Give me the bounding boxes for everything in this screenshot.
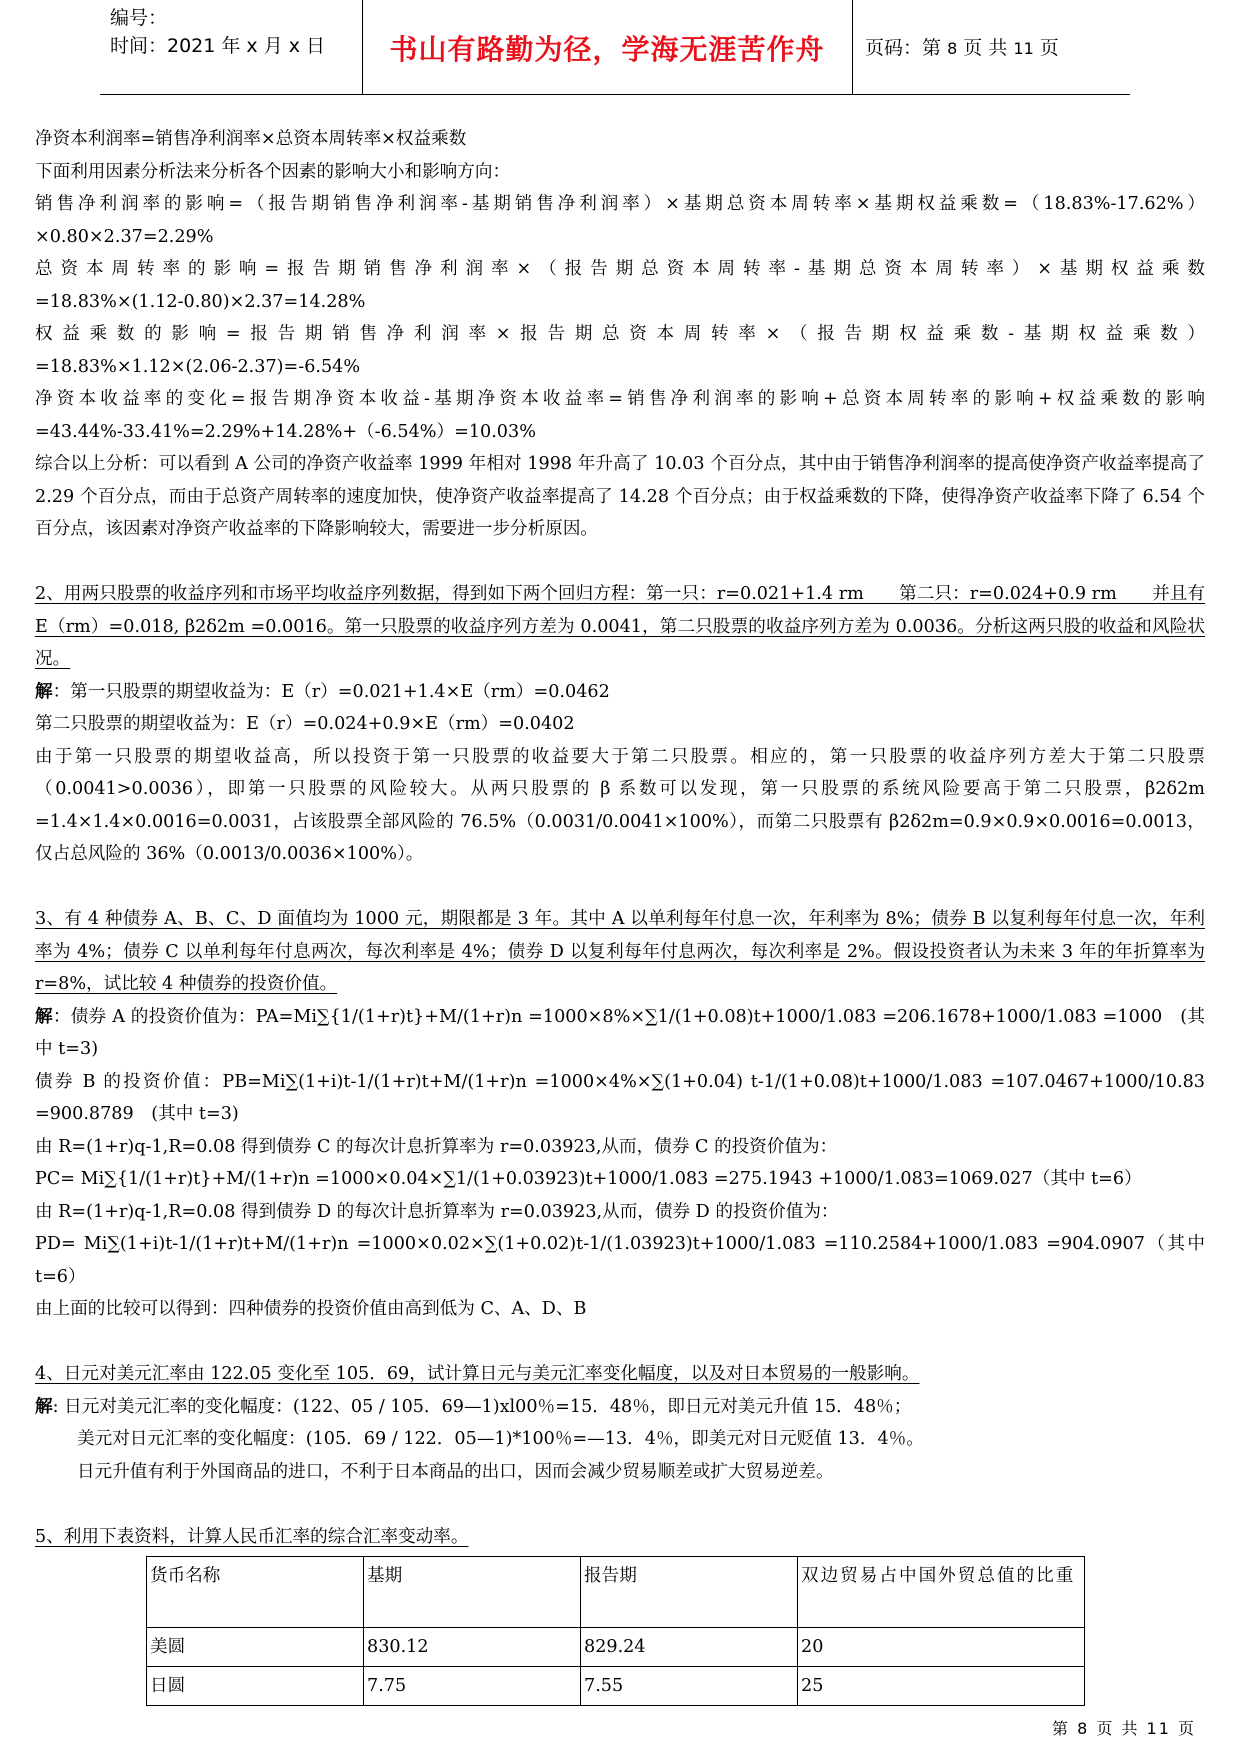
header-divider bbox=[852, 0, 853, 94]
exchange-rate-table bbox=[146, 1556, 1085, 1706]
question-2: 2、用两只股票的收益序列和市场平均收益序列数据，得到如下两个回归方程：第一只：r=0.021+1.4 rm 第二只：r=0.024+0.9 rm 并且有 E（rm）=0.018, β2δ2m =0.0016。第一只股票的收益序列方差为 0.0041，第二只股票的收益序列方差为 0.0036。分析这两只股的收益和风险状况。 bbox=[35, 584, 1205, 669]
header-page-indicator bbox=[865, 33, 1059, 60]
answer-label: 解 bbox=[35, 1005, 53, 1027]
table-header-row bbox=[147, 1557, 1085, 1628]
page-label: 页码：第 bbox=[865, 37, 942, 59]
answer-line: 由 R=(1+r)q-1,R=0.08 得到债券 C 的每次计息折算率为 r=0.03923,从而，债券 C 的投资价值为： bbox=[35, 1136, 838, 1157]
question-3: 3、有 4 种债券 A、B、C、D 面值均为 1000 元，期限都是 3 年。其中 A 以单利每年付息一次，年利率为 8%；债券 B 以复利每年付息一次，年利率为 4%；债券 C 以单利每年付息两次，每次利率是 4%；债券 D 以复利每年付息两次，每次利率是 2%。假设投资者认为未来 3 年的年折算率为 r=8%，试比较 4 种债券的投资价值。 bbox=[35, 909, 1205, 994]
paragraph: 净资本利润率=销售净利润率×总资本周转率×权益乘数 bbox=[35, 129, 467, 149]
answer-paragraph: 由于第一只股票的期望收益高，所以投资于第一只股票的收益要大于第二只股票。相应的，第一只股票的收益序列方差大于第二只股票（0.0041>0.0036），即第一只股票的风险较大。从两只股票的 β 系数可以发现，第一只股票的系统风险要高于第二只股票，β2δ2m =1.4×1.4×0.0016=0.0031，占该股票全部风险的 76.5%（0.0031/0.0041×100%），而第二只股票有 β2δ2m=0.9×0.9×0.0016=0.0013，仅占总风险的 36%（0.0013/0.0036×100%）。 bbox=[35, 746, 1205, 864]
document-time: 时间：2021 年 x 月 x 日 bbox=[110, 35, 326, 57]
answer-line: PD= Mi∑(1+i)t-1/(1+r)t+M/(1+r)n =1000×0.02×∑(1+0.02)t-1/(1.03923)t+1000/1.083 =110.2584+1000/1.083 =904.0907（其中 t=6） bbox=[35, 1234, 1205, 1287]
answer-label: 解 bbox=[35, 680, 53, 702]
paragraph: 权益乘数的影响=报告期销售净利润率×报告期总资本周转率×（报告期权益乘数-基期权益乘数） bbox=[35, 324, 1205, 344]
document-number-label: 编号： bbox=[110, 7, 168, 29]
question-4: 4、日元对美元汇率由 122.05 变化至 105．69，试计算日元与美元汇率变化幅度，以及对日本贸易的一般影响。 bbox=[35, 1364, 920, 1384]
paragraph: 销售净利润率的影响=（报告期销售净利润率-基期销售净利润率）×基期总资本周转率×基期权益乘数=（18.83%-17.62%） bbox=[35, 194, 1205, 214]
page-header bbox=[100, 0, 1130, 95]
paragraph: 综合以上分析：可以看到 A 公司的净资产收益率 1999 年相对 1998 年升高了 10.03 个百分点，其中由于销售净利润率的提高使净资产收益率提高了 2.29 个百分点，而由于总资产周转率的速度加快，使净资产收益率提高了 14.28 个百分点；由于权益乘数的下降，使得净资产收益率下降了 6.54 个百分点，该因素对净资产收益率的下降影响较大，需要进一步分析原因。 bbox=[35, 454, 1205, 539]
page-number: 8 bbox=[947, 39, 958, 58]
paragraph: 下面利用因素分析法来分析各个因素的影响大小和影响方向： bbox=[35, 161, 511, 182]
paragraph: 总资本周转率的影响=报告期销售净利润率×（报告期总资本周转率-基期总资本周转率）×基期权益乘数 bbox=[35, 259, 1205, 279]
page-total: 11 bbox=[1013, 39, 1034, 58]
answer-line: 由上面的比较可以得到：四种债券的投资价值由高到低为 C、A、D、B bbox=[35, 1299, 587, 1319]
page-mid-label: 页 共 bbox=[963, 37, 1008, 59]
paragraph: =43.44%-33.41%=2.29%+14.28%+（-6.54%）=10.03% bbox=[35, 421, 536, 442]
answer-line: 解：债券 A 的投资价值为：PA=Mi∑{1/(1+r)t}+M/(1+r)n =1000×8%×∑1/(1+0.08)t+1000/1.083 =206.1678+1000/1.083 =1000 (其中 t=3) bbox=[35, 1005, 1205, 1059]
header-meta bbox=[110, 4, 325, 60]
table-header-cell: 基期 bbox=[364, 1557, 581, 1628]
table-cell: 美圆 bbox=[147, 1628, 364, 1667]
table-cell: 20 bbox=[798, 1628, 1085, 1667]
table-cell: 830.12 bbox=[364, 1628, 581, 1667]
table-cell: 日圆 bbox=[147, 1667, 364, 1706]
answer-line: 债券 B 的投资价值：PB=Mi∑(1+i)t-1/(1+r)t+M/(1+r)n =1000×4%×∑(1+0.04) t-1/(1+0.08)t+1000/1.083 =107.0467+1000/10.83 =900.8789 (其中 t=3) bbox=[35, 1071, 1205, 1124]
paragraph: ×0.80×2.37=2.29% bbox=[35, 226, 214, 247]
paragraph: =18.83%×(1.12-0.80)×2.37=14.28% bbox=[35, 291, 366, 312]
page-end-label: 页 bbox=[1039, 37, 1059, 59]
answer-line: 第二只股票的期望收益为：E（r）=0.024+0.9×E（rm）=0.0402 bbox=[35, 714, 575, 734]
table-cell: 25 bbox=[798, 1667, 1085, 1706]
table-cell: 7.75 bbox=[364, 1667, 581, 1706]
document-body bbox=[35, 123, 1205, 1553]
answer-label: 解 bbox=[35, 1395, 53, 1417]
header-motto: 书山有路勤为径，学海无涯苦作舟 bbox=[389, 33, 825, 66]
paragraph: =18.83%×1.12×(2.06-2.37)=-6.54% bbox=[35, 356, 361, 377]
question-5: 5、利用下表资料，计算人民币汇率的综合汇率变动率。 bbox=[35, 1526, 469, 1547]
answer-line: 美元对日元汇率的变化幅度：(105．69 / 122．05—1)*100％=—13．4％，即美元对日元贬值 13．4％。 bbox=[77, 1429, 924, 1449]
answer-line: 解: 日元对美元汇率的变化幅度：(122、05 / 105．69—1)xl00％=15．48％，即日元对美元升值 15．48％； bbox=[35, 1395, 912, 1417]
paragraph: 净资本收益率的变化=报告期净资本收益-基期净资本收益率=销售净利润率的影响+总资本周转率的影响+权益乘数的影响 bbox=[35, 389, 1205, 409]
table-row bbox=[147, 1628, 1085, 1667]
table-header-cell: 双边贸易占中国外贸总值的比重 bbox=[798, 1557, 1085, 1628]
table-cell: 829.24 bbox=[581, 1628, 798, 1667]
table-cell: 7.55 bbox=[581, 1667, 798, 1706]
table-header-cell: 报告期 bbox=[581, 1557, 798, 1628]
table-row bbox=[147, 1667, 1085, 1706]
answer-line: 解：第一只股票的期望收益为：E（r）=0.021+1.4×E（rm）=0.0462 bbox=[35, 680, 610, 702]
table-header-cell: 货币名称 bbox=[147, 1557, 364, 1628]
answer-line: PC= Mi∑{1/(1+r)t}+M/(1+r)n =1000×0.04×∑1/(1+0.03923)t+1000/1.083 =275.1943 +1000/1.083=1069.027（其中 t=6） bbox=[35, 1169, 1142, 1189]
answer-line: 日元升值有利于外国商品的进口，不利于日本商品的出口，因而会减少贸易顺差或扩大贸易逆差。 bbox=[77, 1461, 834, 1482]
answer-line: 由 R=(1+r)q-1,R=0.08 得到债券 D 的每次计息折算率为 r=0.03923,从而，债券 D 的投资价值为： bbox=[35, 1201, 839, 1222]
page-footer: 第 8 页 共 11 页 bbox=[1052, 1719, 1196, 1738]
